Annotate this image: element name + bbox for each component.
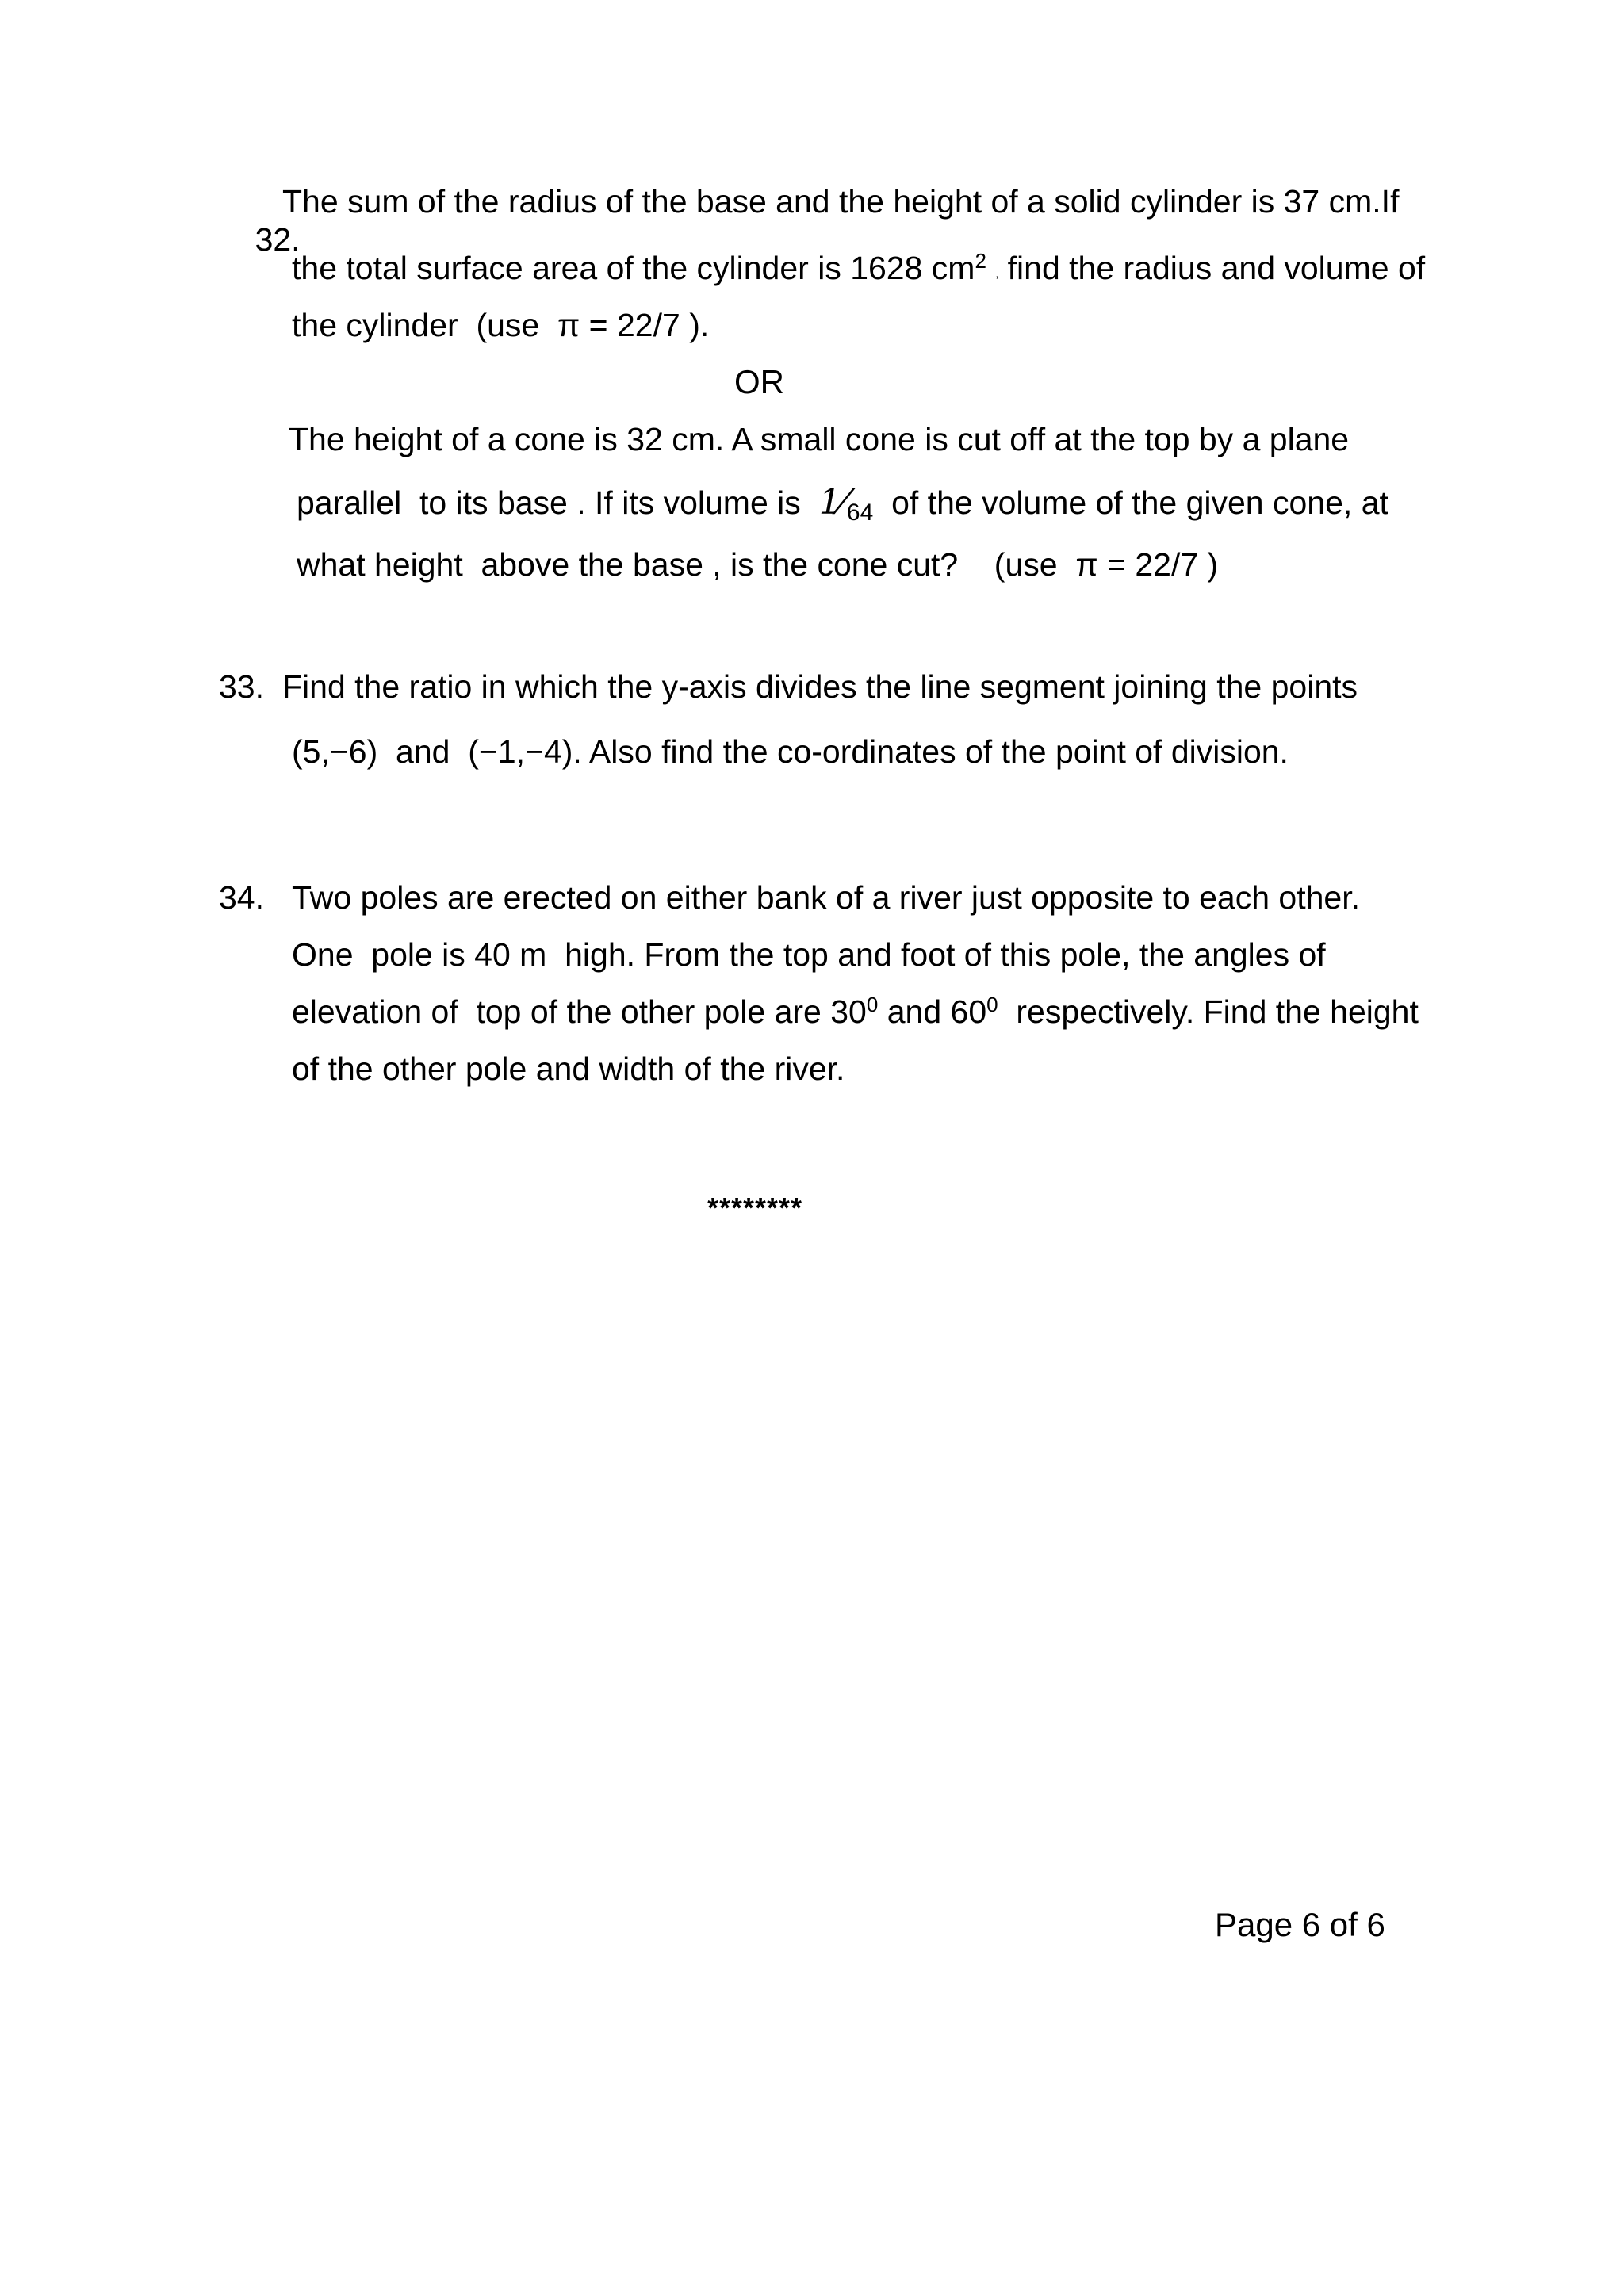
question-line: (5,−6) and (−1,−4). Also find the co-ordinates of the point of division.	[292, 733, 1289, 770]
degree-mark: 0	[986, 993, 998, 1016]
or-label: OR	[734, 363, 784, 400]
end-marker: ********	[707, 1192, 803, 1224]
page-number: Page 6 of 6	[1215, 1906, 1385, 1943]
alt-question-line: what height above the base , is the cone cut? (use π = 22/7 )	[297, 546, 1219, 583]
question-number: 34.	[219, 879, 264, 916]
question-line: elevation of top of the other pole are $30^0$ and $60^0$ respectively. Find the height	[292, 993, 1419, 1030]
question-line: of the other pole and width of the river.	[292, 1050, 845, 1087]
question-line: Two poles are erected on either bank of a river just opposite to each other.	[292, 879, 1360, 916]
question-number: 32.	[255, 221, 301, 258]
question-line: One pole is 40 m high. From the top and foot of this pole, the angles of	[292, 936, 1326, 973]
question-line: the total surface area of the cylinder is 1628 $cm^2$ , find the radius and volume of	[292, 249, 1426, 286]
question-line: the cylinder (use π = 22/7 ).	[292, 307, 710, 343]
separator: ,	[995, 267, 999, 280]
alt-question-line: The height of a cone is 32 cm. A small cone is cut off at the top by a plane	[289, 421, 1350, 457]
alt-question-line: parallel to its base . If its volume is 1⁄64 of the volume of the given cone, at	[297, 482, 1388, 526]
question-number: 33.	[219, 668, 264, 705]
fraction-one-sixty-fourth: 1⁄64	[818, 482, 874, 526]
question-line: The sum of the radius of the base and the height of a solid cylinder is 37 cm.If	[282, 183, 1400, 220]
superscript: 2	[975, 249, 986, 273]
degree-mark: 0	[866, 993, 879, 1016]
question-line: Find the ratio in which the y-axis divides the line segment joining the points	[282, 668, 1358, 705]
